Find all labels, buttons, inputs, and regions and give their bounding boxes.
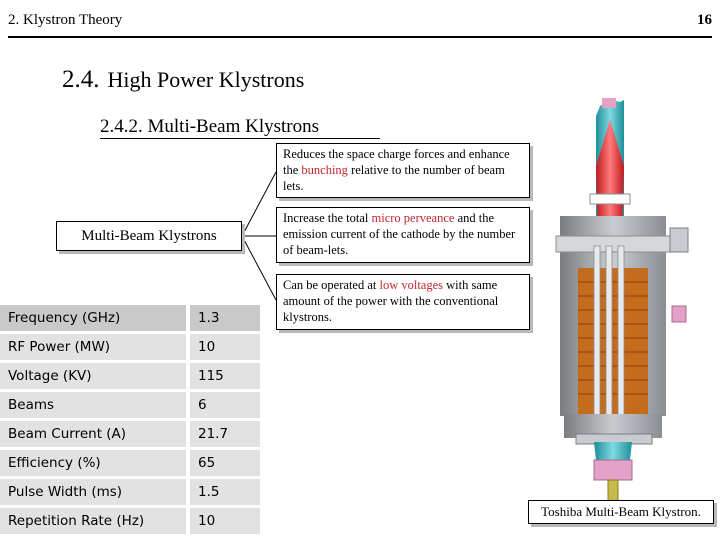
callout-text: Reduces the space charge forces and enhance the [283, 147, 510, 177]
spec-name: Efficiency (%) [0, 450, 186, 476]
multi-beam-label-box: Multi-Beam Klystrons [56, 221, 242, 251]
table-row [0, 334, 260, 360]
cavity-region [578, 268, 648, 414]
table-row [0, 363, 260, 389]
klystron-cutaway-illustration [550, 96, 700, 504]
electron-gun [594, 442, 632, 460]
connector-line-bottom [242, 236, 276, 300]
spec-value: 21.7 [186, 421, 260, 447]
spec-name: RF Power (MW) [0, 334, 186, 360]
callout-highlight: micro perveance [371, 211, 455, 225]
collar-ring [590, 194, 630, 204]
callout-low-voltage [276, 274, 530, 330]
side-flange-right [670, 228, 688, 252]
header-divider [8, 36, 712, 38]
callout-text: with same amount of the power with the conventional klystrons. [283, 278, 499, 324]
section-number: 2.4. [62, 66, 100, 93]
collector-flange [602, 98, 616, 108]
callout-highlight: low voltages [379, 278, 444, 292]
spec-value: 10 [186, 508, 260, 534]
table-row [0, 508, 260, 534]
subsection-heading: 2.4.2. Multi-Beam Klystrons [100, 116, 320, 137]
callout-highlight: bunching [301, 163, 348, 177]
callout-text: Can be operated at [283, 278, 380, 292]
callout-perveance [276, 207, 530, 263]
spec-name: Beam Current (A) [0, 421, 186, 447]
callout-text: relative to the number of beam lets. [283, 163, 505, 193]
upper-housing-cap [556, 236, 670, 252]
section-title: High Power Klystrons [107, 67, 305, 92]
table-row [0, 392, 260, 418]
gun-insulator [594, 460, 632, 480]
spec-name: Frequency (GHz) [0, 305, 186, 331]
table-row [0, 450, 260, 476]
spec-value: 1.5 [186, 479, 260, 505]
callout-text: and the emission current of the cathode by the number of beam-lets. [283, 211, 516, 257]
spec-name: Voltage (KV) [0, 363, 186, 389]
table-row [0, 479, 260, 505]
header-title: 2. Klystron Theory [8, 12, 123, 28]
side-flange-pink [672, 306, 686, 322]
spec-value: 1.3 [186, 305, 260, 331]
spec-name: Beams [0, 392, 186, 418]
subsection-underline [100, 138, 380, 139]
spec-name: Repetition Rate (Hz) [0, 508, 186, 534]
spec-value: 115 [186, 363, 260, 389]
spec-value: 6 [186, 392, 260, 418]
callout-text: Increase the total [283, 211, 372, 225]
table-row [0, 421, 260, 447]
callout-bunching [276, 143, 530, 198]
gun-stem [608, 480, 618, 502]
spec-name: Pulse Width (ms) [0, 479, 186, 505]
connector-line-top [242, 172, 276, 236]
figure-caption: Toshiba Multi-Beam Klystron. [528, 500, 714, 524]
table-row [0, 305, 260, 331]
spec-value: 65 [186, 450, 260, 476]
specs-table [0, 302, 260, 537]
page-number: 16 [697, 12, 712, 28]
spec-value: 10 [186, 334, 260, 360]
section-heading [62, 66, 304, 94]
